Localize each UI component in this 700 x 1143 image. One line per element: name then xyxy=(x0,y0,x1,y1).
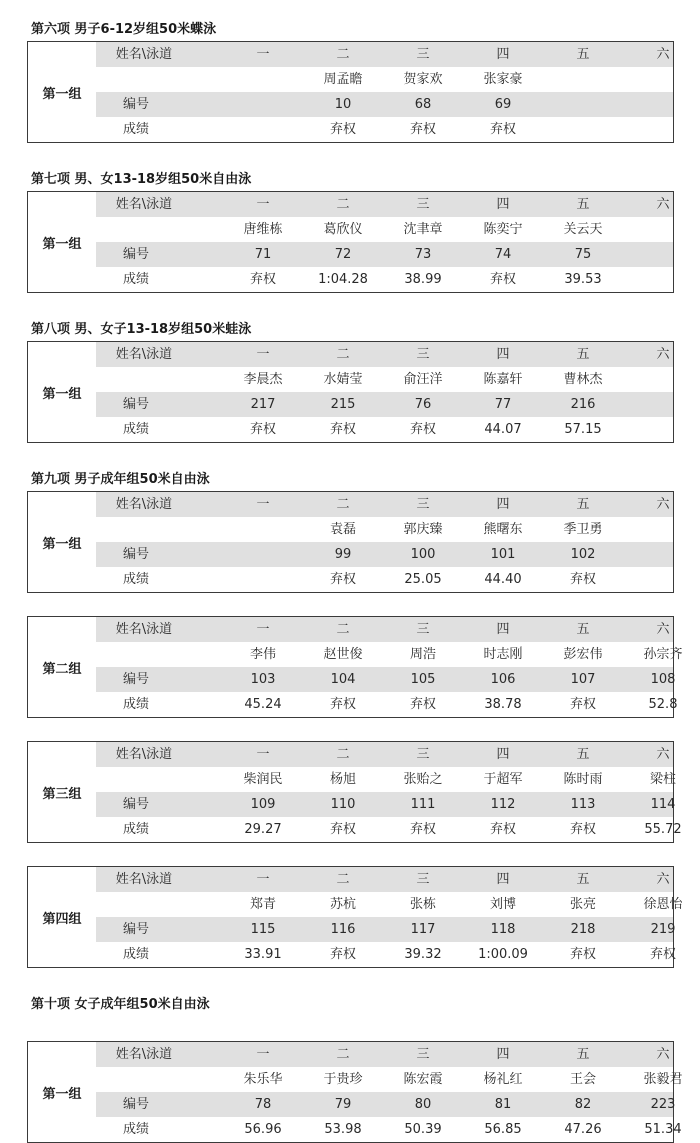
lane-number: 六 xyxy=(656,747,670,762)
event-title: 第十项 女子成年组50米自由泳 xyxy=(31,997,210,1012)
swimmer-name: 王会 xyxy=(569,1072,596,1087)
id-label: 编号 xyxy=(122,672,149,687)
swimmer-name: 俞汪洋 xyxy=(403,372,443,387)
lane-number: 一 xyxy=(256,1047,270,1062)
swimmer-id: 217 xyxy=(250,397,276,412)
swimmer-name: 曹林杰 xyxy=(563,372,603,387)
swimmer-name-row xyxy=(96,517,673,542)
swim-result xyxy=(628,567,698,592)
heat-group-label: 第一组 xyxy=(42,86,82,102)
swimmer-id: 105 xyxy=(410,672,436,687)
swimmer-id: 102 xyxy=(570,547,596,562)
swimmer-id: 118 xyxy=(490,922,516,937)
swimmer-id: 72 xyxy=(334,247,352,262)
swimmer-name xyxy=(628,67,698,92)
swimmer-name xyxy=(228,517,298,542)
swimmer-name: 柴润民 xyxy=(243,772,283,787)
swimmer-name: 陈宏霞 xyxy=(403,1072,443,1087)
event-title: 第八项 男、女子13-18岁组50米蛙泳 xyxy=(31,322,252,337)
swimmer-id-row xyxy=(96,542,673,567)
lane-number: 二 xyxy=(336,1047,350,1062)
result-label: 成绩 xyxy=(122,422,149,437)
swim-result: 57.15 xyxy=(564,422,602,437)
swim-result: 47.26 xyxy=(564,1122,602,1137)
lane-header-row xyxy=(96,867,673,892)
swimmer-name: 于贵珍 xyxy=(323,1072,363,1087)
lane-header-label: 姓名\泳道 xyxy=(115,622,173,637)
swimmer-id: 78 xyxy=(254,1097,272,1112)
swimmer-id: 110 xyxy=(330,797,356,812)
result-row xyxy=(96,1117,682,1142)
swimmer-id xyxy=(628,542,698,567)
lane-number: 五 xyxy=(576,622,590,637)
lane-number: 三 xyxy=(416,1047,430,1062)
swimmer-name: 张贻之 xyxy=(403,772,443,787)
lane-header-label: 姓名\泳道 xyxy=(115,872,173,887)
swimmer-name: 熊曙东 xyxy=(483,522,523,537)
swimmer-name: 杨旭 xyxy=(329,772,356,787)
result-label: 成绩 xyxy=(122,697,149,712)
lane-number: 六 xyxy=(656,197,670,212)
swim-result: 弃权 xyxy=(569,947,596,962)
lane-number: 四 xyxy=(496,872,510,887)
swimmer-name: 苏杭 xyxy=(329,897,356,912)
lane-number: 一 xyxy=(256,347,270,362)
swimmer-id: 81 xyxy=(494,1097,512,1112)
heat-table xyxy=(27,41,674,143)
lane-header-label: 姓名\泳道 xyxy=(115,497,173,512)
swimmer-id: 117 xyxy=(410,922,436,937)
swimmer-name: 朱乐华 xyxy=(243,1072,283,1087)
lane-number: 一 xyxy=(256,497,270,512)
result-label: 成绩 xyxy=(122,122,149,137)
lane-header-row xyxy=(96,192,673,217)
swimmer-id-row xyxy=(96,667,676,692)
heat-group-label: 第二组 xyxy=(42,661,82,677)
lane-number: 六 xyxy=(656,497,670,512)
swimmer-name: 周浩 xyxy=(409,647,436,662)
swim-result: 弃权 xyxy=(329,822,356,837)
lane-number: 五 xyxy=(576,872,590,887)
result-label: 成绩 xyxy=(122,272,149,287)
swimmer-name: 杨礼红 xyxy=(483,1072,523,1087)
lane-number: 四 xyxy=(496,1047,510,1062)
swimmer-id-row xyxy=(96,242,673,267)
lane-number: 二 xyxy=(336,47,350,62)
swimmer-name: 水婧莹 xyxy=(323,372,363,387)
swimmer-id-row xyxy=(96,917,676,942)
swim-result: 38.78 xyxy=(484,697,522,712)
result-row xyxy=(96,942,676,967)
swimmer-id: 79 xyxy=(334,1097,352,1112)
swim-result xyxy=(628,267,698,292)
lane-number: 三 xyxy=(416,47,430,62)
lane-header-row xyxy=(96,742,673,767)
swimmer-name: 时志刚 xyxy=(483,647,523,662)
swimmer-name: 季卫勇 xyxy=(563,522,603,537)
swimmer-name: 袁磊 xyxy=(329,522,356,537)
lane-number: 二 xyxy=(336,747,350,762)
heat-group-label: 第四组 xyxy=(42,911,82,927)
swimmer-name: 赵世俊 xyxy=(323,647,363,662)
lane-number: 三 xyxy=(416,347,430,362)
heat-group-label: 第一组 xyxy=(42,1086,82,1102)
id-label: 编号 xyxy=(122,922,149,937)
lane-number: 四 xyxy=(496,497,510,512)
swimmer-name: 葛欣仪 xyxy=(323,222,363,237)
swimmer-id: 103 xyxy=(250,672,276,687)
swimmer-name-row xyxy=(96,892,683,917)
swim-result: 50.39 xyxy=(404,1122,442,1137)
swimmer-name xyxy=(628,367,698,392)
lane-header-label: 姓名\泳道 xyxy=(115,747,173,762)
swimmer-id xyxy=(628,392,698,417)
result-row xyxy=(96,567,673,592)
result-row xyxy=(96,267,673,292)
swim-result: 弃权 xyxy=(569,572,596,587)
lane-number: 六 xyxy=(656,1047,670,1062)
id-label: 编号 xyxy=(122,797,149,812)
swim-result: 弃权 xyxy=(489,272,516,287)
heat-table xyxy=(27,741,682,843)
result-row xyxy=(96,117,673,142)
swimmer-id xyxy=(228,542,298,567)
swimmer-id xyxy=(628,92,698,117)
lane-number: 五 xyxy=(576,747,590,762)
result-label: 成绩 xyxy=(122,572,149,587)
swimmer-id: 101 xyxy=(490,547,516,562)
id-label: 编号 xyxy=(122,247,149,262)
swim-result: 弃权 xyxy=(489,822,516,837)
lane-number: 一 xyxy=(256,47,270,62)
swimmer-name: 张毅君 xyxy=(643,1072,683,1087)
heat-table xyxy=(27,491,674,593)
swimmer-name: 徐恩怡 xyxy=(643,897,683,912)
swimmer-id xyxy=(548,92,618,117)
swim-result: 1:04.28 xyxy=(318,272,368,287)
swim-result: 38.99 xyxy=(404,272,442,287)
swimmer-name: 陈奕宁 xyxy=(483,222,523,237)
swim-result xyxy=(548,117,618,142)
swim-result: 33.91 xyxy=(244,947,282,962)
swimmer-name xyxy=(628,217,698,242)
swim-result: 56.85 xyxy=(484,1122,522,1137)
swimmer-id-row xyxy=(96,392,673,417)
lane-header-row xyxy=(96,492,673,517)
swimmer-name xyxy=(548,67,618,92)
swimmer-id: 10 xyxy=(334,97,352,112)
lane-number: 一 xyxy=(256,872,270,887)
swimmer-name: 于超军 xyxy=(483,772,523,787)
swimmer-name: 关云天 xyxy=(563,222,603,237)
lane-number: 六 xyxy=(656,872,670,887)
lane-number: 三 xyxy=(416,622,430,637)
swimmer-id: 116 xyxy=(330,922,356,937)
swimmer-id: 99 xyxy=(334,547,352,562)
swim-result: 弃权 xyxy=(329,122,356,137)
swimmer-name: 贺家欢 xyxy=(403,72,443,87)
lane-number: 六 xyxy=(656,347,670,362)
lane-number: 二 xyxy=(336,347,350,362)
swimmer-id: 73 xyxy=(414,247,432,262)
heat-table xyxy=(27,616,683,718)
swim-result: 53.98 xyxy=(324,1122,362,1137)
lane-number: 四 xyxy=(496,347,510,362)
swimmer-id: 109 xyxy=(250,797,276,812)
swimmer-id: 215 xyxy=(330,397,356,412)
swimmer-id: 219 xyxy=(650,922,676,937)
swimmer-id: 218 xyxy=(570,922,596,937)
swimmer-name: 张亮 xyxy=(569,897,596,912)
lane-number: 四 xyxy=(496,747,510,762)
swim-result: 弃权 xyxy=(409,122,436,137)
lane-header-row xyxy=(96,617,673,642)
result-row xyxy=(96,417,673,442)
lane-header-row xyxy=(96,42,673,67)
event-title: 第六项 男子6-12岁组50米蝶泳 xyxy=(31,22,217,37)
event-title: 第九项 男子成年组50米自由泳 xyxy=(31,472,210,487)
swim-result xyxy=(628,417,698,442)
swim-result: 弃权 xyxy=(649,947,676,962)
swimmer-name: 郑青 xyxy=(249,897,276,912)
swim-result: 1:00.09 xyxy=(478,947,528,962)
swimmer-id: 82 xyxy=(574,1097,592,1112)
id-label: 编号 xyxy=(122,547,149,562)
lane-number: 六 xyxy=(656,622,670,637)
lane-header-label: 姓名\泳道 xyxy=(115,197,173,212)
swimmer-name: 张家豪 xyxy=(483,72,523,87)
swimmer-name: 孙宗齐 xyxy=(643,647,683,662)
swimmer-name: 郭庆臻 xyxy=(403,522,443,537)
lane-number: 五 xyxy=(576,197,590,212)
swim-result: 55.72 xyxy=(644,822,682,837)
swimmer-name-row xyxy=(96,217,673,242)
lane-header-row xyxy=(96,342,673,367)
lane-number: 三 xyxy=(416,872,430,887)
swimmer-id: 114 xyxy=(650,797,676,812)
swim-result: 弃权 xyxy=(409,697,436,712)
lane-number: 二 xyxy=(336,497,350,512)
result-label: 成绩 xyxy=(122,822,149,837)
swimmer-id-row xyxy=(96,1092,676,1117)
heat-table xyxy=(27,866,683,968)
swimmer-id: 76 xyxy=(414,397,432,412)
lane-number: 四 xyxy=(496,197,510,212)
swim-result: 39.32 xyxy=(404,947,442,962)
lane-number: 一 xyxy=(256,747,270,762)
swimmer-name: 陈时雨 xyxy=(563,772,603,787)
swim-result: 56.96 xyxy=(244,1122,282,1137)
swim-result: 弃权 xyxy=(249,272,276,287)
lane-number: 五 xyxy=(576,1047,590,1062)
swimmer-name: 张栋 xyxy=(409,897,436,912)
lane-header-label: 姓名\泳道 xyxy=(115,1047,173,1062)
result-label: 成绩 xyxy=(122,947,149,962)
swimmer-id: 100 xyxy=(410,547,436,562)
lane-number: 五 xyxy=(576,497,590,512)
swimmer-id: 113 xyxy=(570,797,596,812)
swim-result xyxy=(628,117,698,142)
id-label: 编号 xyxy=(122,397,149,412)
swimmer-id: 112 xyxy=(490,797,516,812)
swim-result xyxy=(228,117,298,142)
swim-result: 29.27 xyxy=(244,822,282,837)
swim-result: 44.07 xyxy=(484,422,522,437)
swimmer-id: 68 xyxy=(414,97,432,112)
heat-group-label: 第三组 xyxy=(42,786,82,802)
swimmer-id: 69 xyxy=(494,97,512,112)
swimmer-id: 75 xyxy=(574,247,592,262)
swimmer-name: 李晨杰 xyxy=(243,372,283,387)
swim-result: 52.8 xyxy=(648,697,678,712)
lane-number: 五 xyxy=(576,47,590,62)
swim-result: 弃权 xyxy=(409,822,436,837)
swimmer-name-row xyxy=(96,642,683,667)
swimmer-id: 108 xyxy=(650,672,676,687)
swim-result: 弃权 xyxy=(329,422,356,437)
swim-result: 弃权 xyxy=(329,947,356,962)
heat-group-label: 第一组 xyxy=(42,536,82,552)
heat-table xyxy=(27,341,674,443)
lane-number: 二 xyxy=(336,872,350,887)
swim-result: 45.24 xyxy=(244,697,282,712)
heat-group-label: 第一组 xyxy=(42,236,82,252)
lane-number: 一 xyxy=(256,622,270,637)
swimmer-name: 陈嘉轩 xyxy=(483,372,523,387)
lane-number: 四 xyxy=(496,622,510,637)
heat-group-label: 第一组 xyxy=(42,386,82,402)
swimmer-name: 梁柱 xyxy=(649,772,676,787)
swimmer-name xyxy=(628,517,698,542)
swimmer-id: 223 xyxy=(650,1097,676,1112)
swimmer-id: 106 xyxy=(490,672,516,687)
id-label: 编号 xyxy=(122,1097,149,1112)
swim-result xyxy=(228,567,298,592)
lane-number: 二 xyxy=(336,622,350,637)
swimmer-id xyxy=(628,242,698,267)
lane-header-label: 姓名\泳道 xyxy=(115,347,173,362)
lane-number: 三 xyxy=(416,747,430,762)
swimmer-name: 彭宏伟 xyxy=(563,647,603,662)
result-row xyxy=(96,817,682,842)
swimmer-name: 沈聿章 xyxy=(403,222,443,237)
heat-table xyxy=(27,1041,683,1143)
lane-number: 六 xyxy=(656,47,670,62)
swim-result: 弃权 xyxy=(489,122,516,137)
swimmer-id-row xyxy=(96,792,676,817)
lane-number: 三 xyxy=(416,497,430,512)
lane-number: 一 xyxy=(256,197,270,212)
swimmer-id: 80 xyxy=(414,1097,432,1112)
swim-result: 弃权 xyxy=(249,422,276,437)
swim-result: 弃权 xyxy=(329,697,356,712)
swimmer-name: 唐维栋 xyxy=(243,222,283,237)
swimmer-name-row xyxy=(96,367,673,392)
lane-header-label: 姓名\泳道 xyxy=(115,47,173,62)
result-label: 成绩 xyxy=(122,1122,149,1137)
id-label: 编号 xyxy=(122,97,149,112)
swimmer-name xyxy=(228,67,298,92)
swimmer-id xyxy=(228,92,298,117)
swimmer-id: 104 xyxy=(330,672,356,687)
swimmer-id: 216 xyxy=(570,397,596,412)
swimmer-id: 111 xyxy=(410,797,436,812)
swimmer-id-row xyxy=(96,92,673,117)
swimmer-name: 李伟 xyxy=(249,647,276,662)
swim-result: 弃权 xyxy=(329,572,356,587)
swim-result: 弃权 xyxy=(409,422,436,437)
swim-result: 弃权 xyxy=(569,822,596,837)
event-title: 第七项 男、女13-18岁组50米自由泳 xyxy=(31,172,252,187)
swimmer-id: 74 xyxy=(494,247,512,262)
lane-number: 三 xyxy=(416,197,430,212)
swimmer-name-row xyxy=(96,67,673,92)
lane-number: 二 xyxy=(336,197,350,212)
lane-number: 四 xyxy=(496,47,510,62)
heat-table xyxy=(27,191,674,293)
swimmer-id: 71 xyxy=(254,247,272,262)
swimmer-id: 115 xyxy=(250,922,276,937)
swim-result: 51.34 xyxy=(644,1122,682,1137)
swim-result: 39.53 xyxy=(564,272,602,287)
swimmer-id: 107 xyxy=(570,672,596,687)
swimmer-name: 刘博 xyxy=(489,897,516,912)
result-row xyxy=(96,692,678,717)
swimmer-name-row xyxy=(96,1067,683,1092)
lane-number: 五 xyxy=(576,347,590,362)
swimmer-name: 周孟瞻 xyxy=(323,72,363,87)
swimmer-id: 77 xyxy=(494,397,512,412)
lane-header-row xyxy=(96,1042,673,1067)
swim-result: 44.40 xyxy=(484,572,522,587)
swimmer-name-row xyxy=(96,767,676,792)
swim-result: 25.05 xyxy=(404,572,442,587)
swim-result: 弃权 xyxy=(569,697,596,712)
